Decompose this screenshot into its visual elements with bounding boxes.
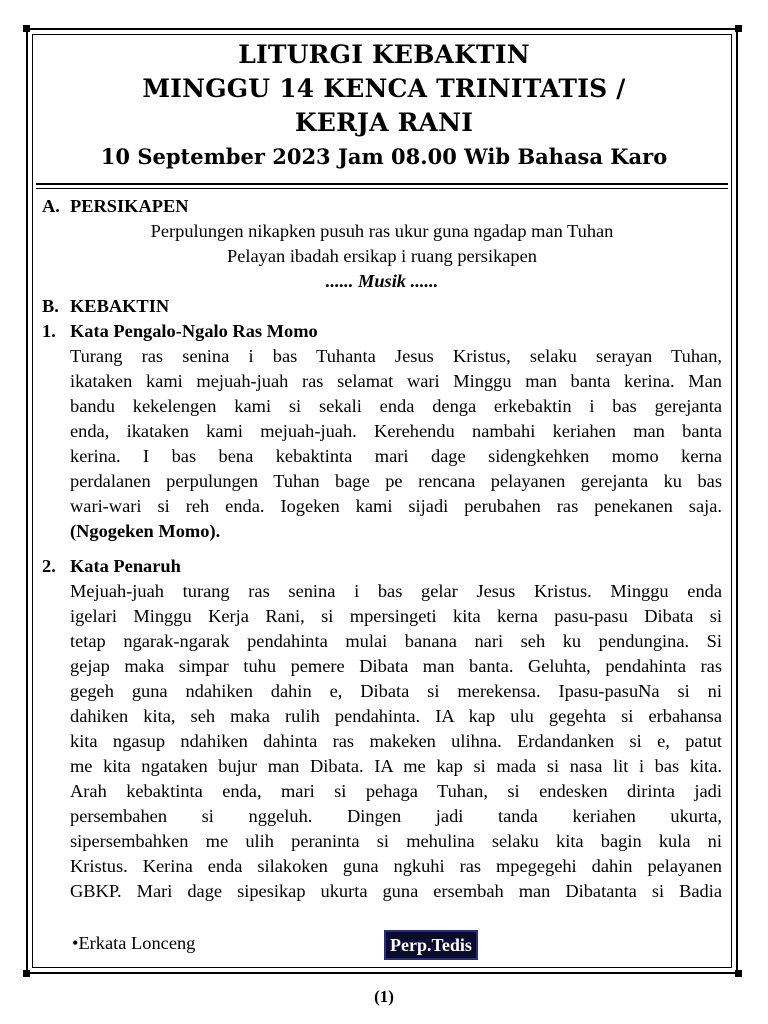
item-number: 1.: [42, 321, 56, 341]
paragraph-line: dahiken kita, seh maka rulih pendahinta. IA kap ulu gegehta si erbahansa: [70, 706, 722, 726]
border-corner-ornament: [735, 25, 742, 32]
section-label: B.: [42, 296, 59, 316]
paragraph-line: ikataken kami mejuah-juah ras selamat wari Minggu man banta kerina. Man: [70, 371, 722, 391]
header-divider-thin: [36, 188, 728, 189]
paragraph-line: Mejuah-juah turang ras senina i bas gelar Jesus Kristus. Minggu enda: [70, 581, 722, 601]
document-header: [34, 38, 734, 174]
border-corner-ornament: [23, 970, 30, 977]
paragraph-line: perdalanen perpulungen Tuhan bage pe rencana pelayanen gerejanta ku bas: [70, 471, 722, 491]
prayer-cue: (Ngogeken Momo).: [70, 521, 221, 541]
section-a-heading: [42, 194, 722, 219]
paragraph-line: persembahen si nggeluh. Dingen jadi tanda keriahen ukurta,: [70, 806, 722, 826]
music-cue: ...... Musik ......: [325, 271, 439, 291]
paragraph-line: kerina. I bas bena kebaktinta mari dage sidengkehken momo kerna: [70, 446, 722, 466]
liturgy-body: [42, 194, 722, 904]
paragraph-line: igelari Minggu Kerja Rani, si mpersingeti kita kerna pasu-pasu Dibata si: [70, 606, 722, 626]
item-number: 2.: [42, 556, 56, 576]
paragraph-line: bandu kekelengen kami si sekali enda denga erkebaktin i bas gerejanta: [70, 396, 722, 416]
instruction-line: Pelayan ibadah ersikap i ruang persikapen: [227, 246, 537, 266]
paragraph-line: wari-wari si reh enda. Iogeken kami sijadi perubahen ras penekanen saja.: [70, 496, 722, 516]
paragraph-line: me kita ngataken bujur man Dibata. IA me kap si mada si nasa lit i bas kita.: [70, 756, 722, 776]
border-corner-ornament: [23, 25, 30, 32]
paragraph-line: gegeh guna ndahiken dahin e, Dibata si merekensa. Ipasu-pasuNa si ni: [70, 681, 722, 701]
bullet-item: •Erkata Lonceng: [72, 933, 196, 953]
section-label: A.: [42, 196, 60, 216]
title-line-3: KERJA RANI: [294, 108, 474, 137]
paragraph-line: Turang ras senina i bas Tuhanta Jesus Kristus, selaku serayan Tuhan,: [70, 346, 722, 366]
item-title: Kata Pengalo-Ngalo Ras Momo: [70, 321, 318, 341]
header-divider: [36, 183, 728, 185]
paragraph-line: Kristus. Kerina enda silakoken guna ngkuhi ras mpegegehi dahin pelayanen: [70, 856, 722, 876]
item-title: Kata Penaruh: [70, 556, 181, 576]
bullet-text: Erkata Lonceng: [78, 933, 196, 953]
paragraph-line: GBKP. Mari dage sipesikap ukurta guna ersembah man Dibatanta si Badia: [70, 881, 722, 901]
paragraph-line: enda, ikataken kami mejuah-juah. Kerehendu nambahi keriahen man banta: [70, 421, 722, 441]
title-line-1: LITURGI KEBAKTIN: [238, 40, 530, 69]
item-1-heading: [42, 319, 722, 344]
section-title: KEBAKTIN: [70, 296, 170, 316]
service-date: 10 September 2023 Jam 08.00 Wib Bahasa Karo: [100, 144, 668, 169]
border-corner-ornament: [735, 970, 742, 977]
paragraph-line: Arah kebaktinta enda, mari si pehaga Tuhan, si endesken dirinta jadi: [70, 781, 722, 801]
perp-label-badge: Perp.Tedis: [384, 930, 478, 960]
paragraph-line: gejap maka simpar tuhu pemere Dibata man banta. Geluhta, pendahinta ras: [70, 656, 722, 676]
paragraph-line: sipersembahken me ulih peraninta si mehulina selaku kita bagin kula ni: [70, 831, 722, 851]
title-line-2: MINGGU 14 KENCA TRINITATIS /: [142, 74, 626, 103]
section-title: PERSIKAPEN: [70, 196, 189, 216]
page-number: (1): [374, 987, 394, 1006]
paragraph-line: kita ngasup ndahiken dahinta ras makeken ulihna. Erdandanken si e, patut: [70, 731, 722, 751]
section-b-heading: [42, 294, 722, 319]
paragraph-line: tetap ngarak-ngarak pendahinta mulai banana nari seh ku pendungina. Si: [70, 631, 722, 651]
item-2-heading: [42, 554, 722, 579]
instruction-line: Perpulungen nikapken pusuh ras ukur guna ngadap man Tuhan: [150, 221, 614, 241]
